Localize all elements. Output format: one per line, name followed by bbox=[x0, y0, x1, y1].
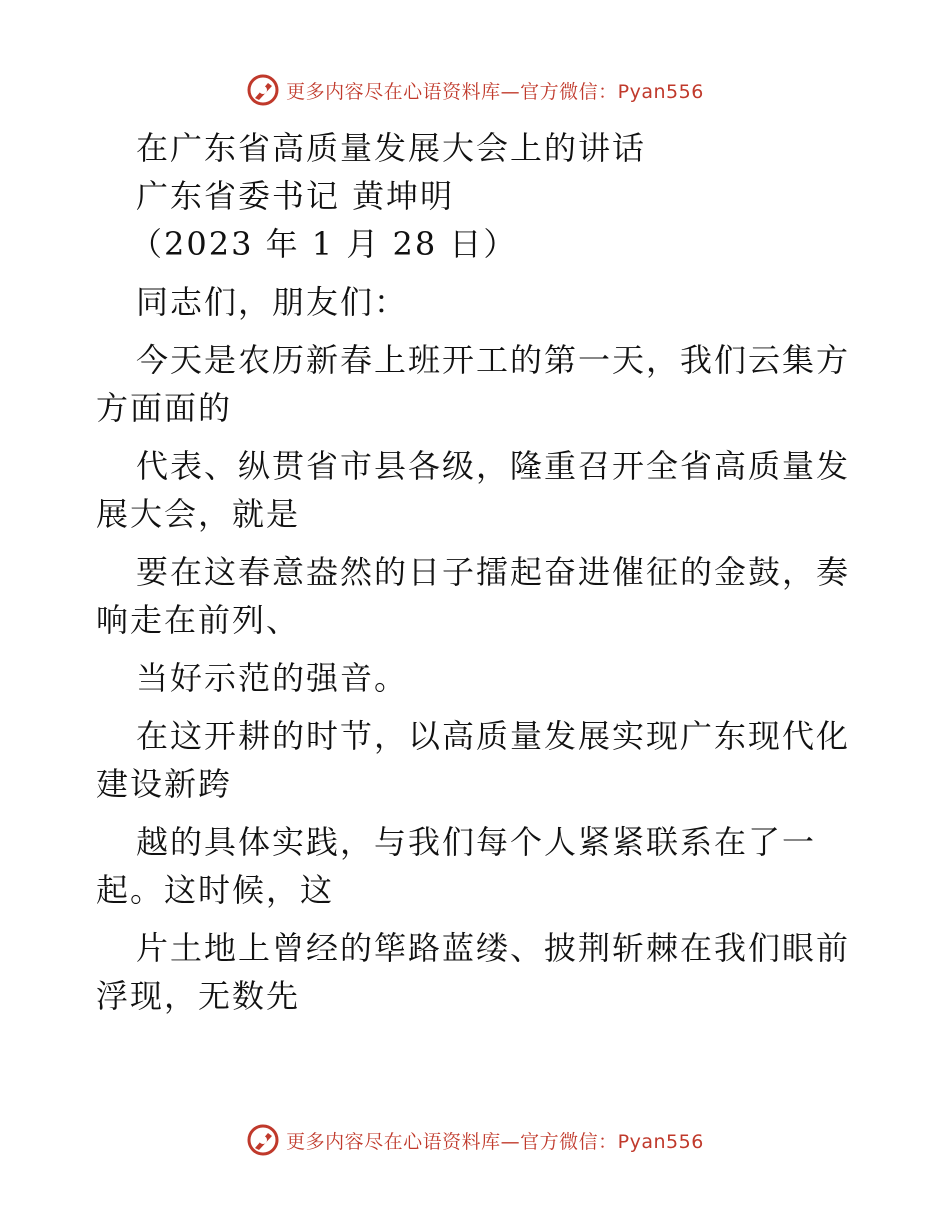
body-line: 方面面的 bbox=[96, 389, 233, 427]
author-line: 广东省委书记 黄坤明 bbox=[136, 177, 455, 215]
body-line: 起。这时候，这 bbox=[96, 871, 335, 909]
greeting-line: 同志们，朋友们： bbox=[136, 283, 409, 321]
body-line: 在这开耕的时节，以高质量发展实现广东现代化 bbox=[136, 717, 851, 755]
body-line: 要在这春意盎然的日子擂起奋进催征的金鼓，奏 bbox=[136, 553, 851, 591]
pen-logo-icon bbox=[246, 73, 280, 107]
body-line: 浮现，无数先 bbox=[96, 977, 301, 1015]
body-line: 代表、纵贯省市县各级，隆重召开全省高质量发 bbox=[136, 447, 851, 485]
document-title: 在广东省高质量发展大会上的讲话 bbox=[136, 129, 647, 167]
body-line: 建设新跨 bbox=[96, 765, 233, 803]
date-line: （2023 年 1 月 28 日） bbox=[130, 225, 518, 263]
banner-text: 更多内容尽在心语资料库—官方微信：Pyan556 bbox=[286, 80, 704, 103]
body-lines bbox=[96, 336, 856, 1030]
banner-text: 更多内容尽在心语资料库—官方微信：Pyan556 bbox=[286, 1130, 704, 1153]
pen-logo-icon bbox=[246, 1123, 280, 1157]
body-line: 展大会，就是 bbox=[96, 495, 301, 533]
body-line: 当好示范的强音。 bbox=[136, 659, 409, 697]
footer-banner bbox=[0, 1120, 950, 1160]
document-body bbox=[96, 124, 856, 1030]
header-banner bbox=[0, 70, 950, 110]
body-line: 今天是农历新春上班开工的第一天，我们云集方 bbox=[136, 341, 851, 379]
body-line: 响走在前列、 bbox=[96, 601, 301, 639]
body-line: 片土地上曾经的筚路蓝缕、披荆斩棘在我们眼前 bbox=[136, 929, 851, 967]
body-line: 越的具体实践，与我们每个人紧紧联系在了一 bbox=[136, 823, 817, 861]
